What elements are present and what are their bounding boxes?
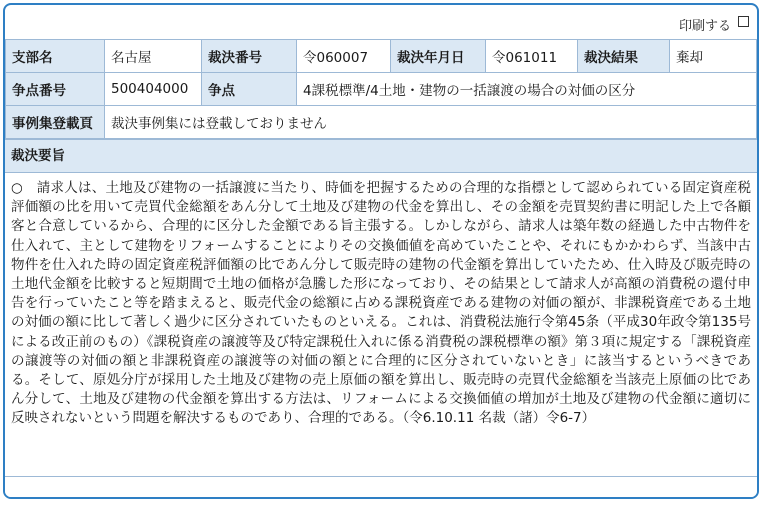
casebook-page-value: 裁決事例集には登載しておりません [105,106,757,139]
print-row [5,5,757,39]
table-row [6,73,757,106]
decision-number-label: 裁決番号 [202,40,297,73]
branch-label: 支部名 [6,40,105,73]
table-row [6,40,757,73]
bottom-strip [5,476,757,497]
decision-number-value: 令060007 [297,40,391,73]
summary-heading: 裁決要旨 [5,139,757,173]
print-label: 印刷する [678,19,731,34]
decision-card [3,3,759,499]
decision-result-label: 裁決結果 [578,40,670,73]
issue-number-value: 500404000 [105,73,202,106]
decision-result-value: 棄却 [670,40,757,73]
issue-label: 争点 [202,73,297,106]
casebook-page-label: 事例集登載頁 [6,106,105,139]
issue-number-label: 争点番号 [6,73,105,106]
table-row [6,106,757,139]
decision-date-label: 裁決年月日 [391,40,486,73]
print-checkbox[interactable] [738,16,749,27]
issue-value: 4課税標準/4土地・建物の一括譲渡の場合の対価の区分 [297,73,757,106]
branch-value: 名古屋 [105,40,202,73]
decision-date-value: 令061011 [486,40,578,73]
summary-text: ○ 請求人は、土地及び建物の一括譲渡に当たり、時価を把握するための合理的な指標として認められている固定資産税評価額の比を用いて売買代金総額をあん分して土地及び建物の代金を算出し、その金額を売買契約書に明記した上で各顧客と合意しているから、合理的に区分した金額である旨主張する。しかしながら、請求人は築年数の経過した中古物件を仕入れて、主として建物をリフォームすることによりその交換価値を高めていたことや、それにもかかわらず、当該中古物件を仕入れた時の固定資産税評価額の比であん分して販売時の建物の代金額を算出していたため、仕入時及び販売時の土地代金額を比較すると短期間で土地の価格が急騰した形になっており、その結果として請求人が高額の消費税の還付申告を行っていたこと等を踏まえると、販売代金の総額に占める課税資産である建物の対価の額が、非課税資産である土地の対価の額に比して著しく過少に区分されていたものといえる。これは、消費税法施行令第45条（平成30年政令第135号による改正前のもの）《課税資産の譲渡等及び特定課税仕入れに係る消費税の課税標準の額》第３項に規定する「課税資産の譲渡等の対価の額と非課税資産の譲渡等の対価の額とに合理的に区分されていないとき」に該当するというべきである。そして、原処分庁が採用した土地及び建物の売上原価の額を算出し、販売時の売買代金総額を当該売上原価の比であん分して、土地及び建物の代金額を算出する方法は、リフォームによる交換価値の増加が土地及び建物の代金額に適切に反映されないという問題を解決するものであり、合理的である。（令6.10.11 名裁（諸）令6-7） [11,180,751,427]
info-table [5,39,757,139]
